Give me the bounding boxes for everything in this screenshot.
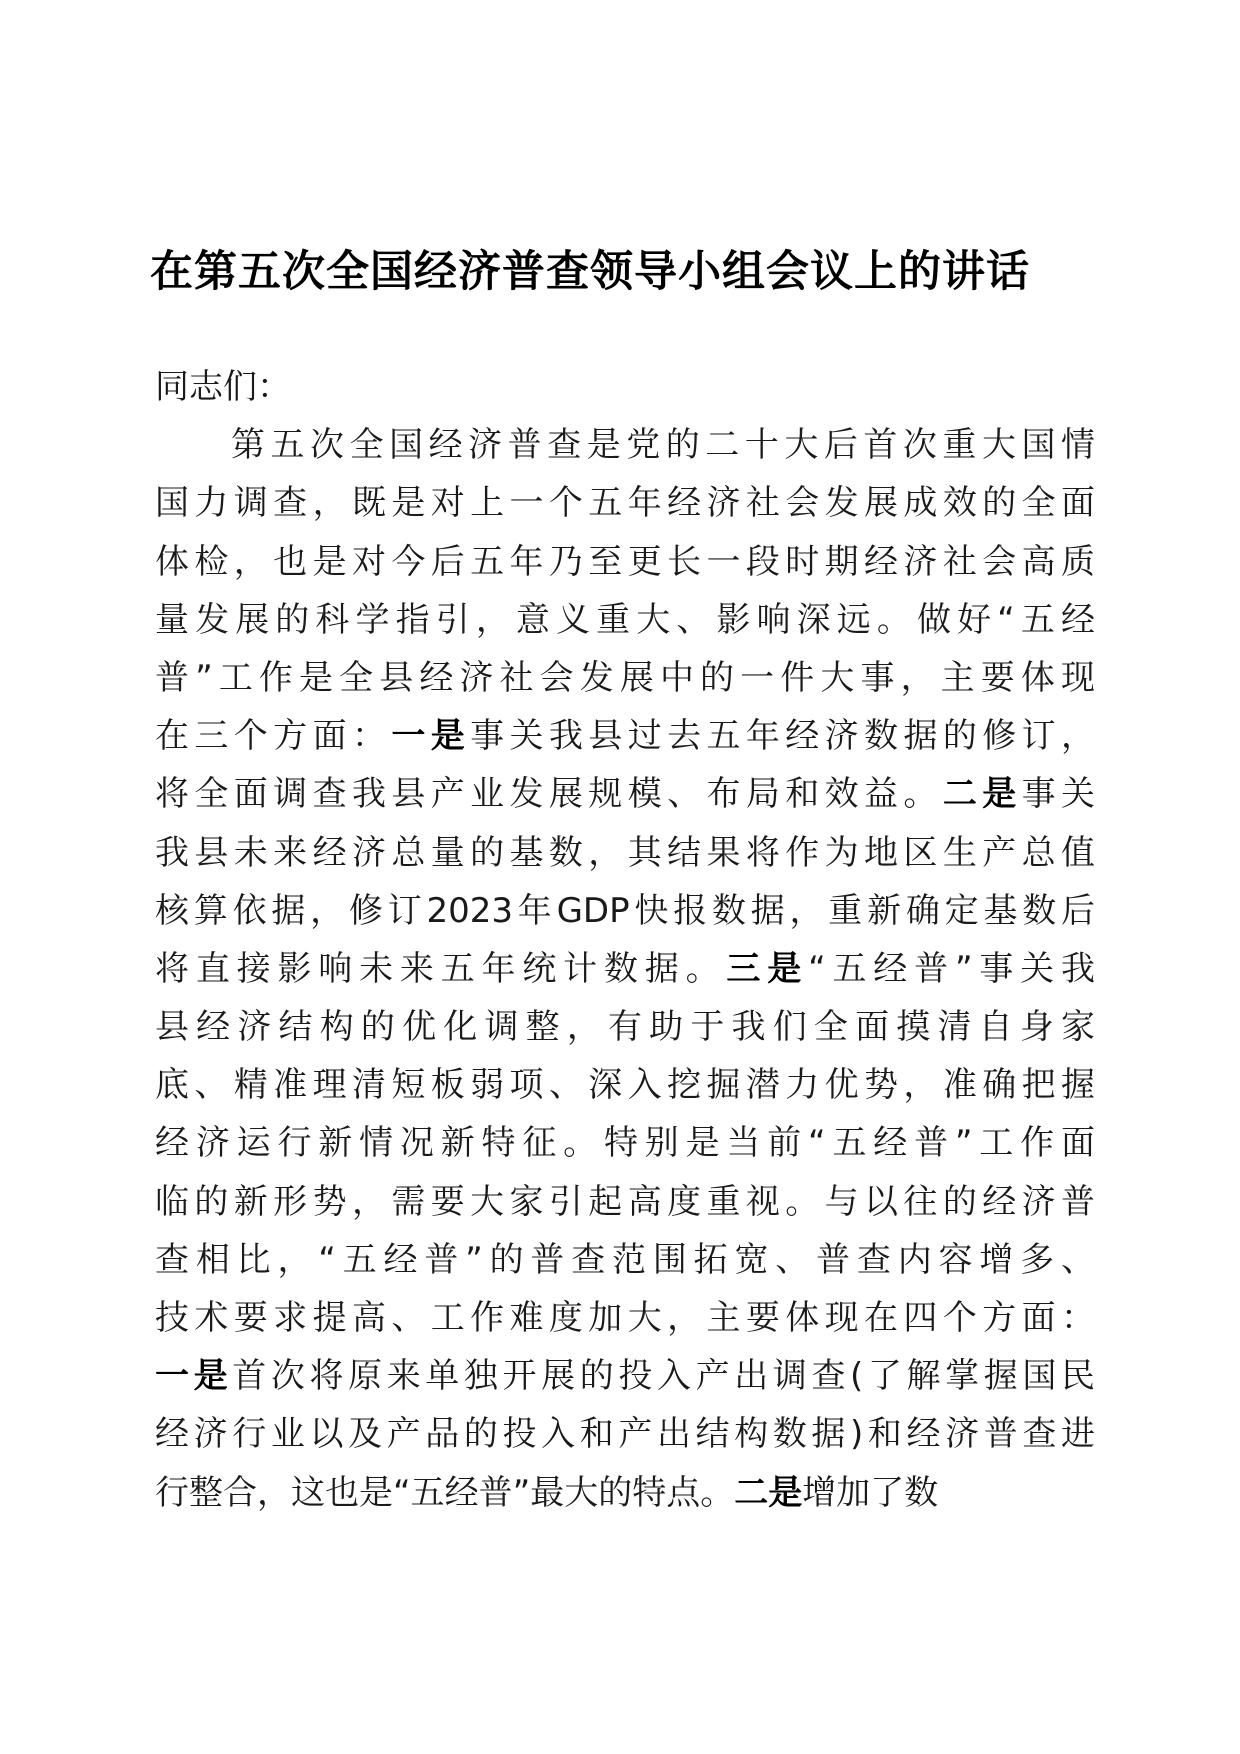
text-line	[155, 474, 1095, 532]
text-line	[155, 1056, 1095, 1114]
line-text: 查相比，“五经普”的普查范围拓宽、普查内容增多、	[155, 1239, 1095, 1280]
document-body	[155, 358, 1095, 1522]
line-text: 将全面调查我县产业发展规模、布局和效益。	[155, 774, 943, 815]
line-text: 第五次全国经济普查是党的二十大后首次重大国情	[231, 425, 1095, 466]
line-text: 核算依据，修订2023年GDP快报数据，重新确定基数后	[155, 890, 1095, 931]
salutation: 同志们：	[155, 367, 291, 407]
text-line	[155, 998, 1095, 1056]
line-text: 普”工作是全县经济社会发展中的一件大事，主要体现	[155, 657, 1095, 698]
text-line	[155, 707, 1095, 765]
line-text: 行整合，这也是“五经普”最大的特点。	[155, 1472, 735, 1513]
text-line	[155, 1231, 1095, 1289]
line-text: 县经济结构的优化调整，有助于我们全面摸清自身家	[155, 1007, 1095, 1048]
line-text: 底、精准理清短板弱项、深入挖掘潜力优势，准确把握	[155, 1065, 1095, 1106]
text-line	[155, 765, 1095, 823]
text-line	[155, 1173, 1095, 1231]
text-line	[155, 649, 1095, 707]
text-line	[155, 940, 1095, 998]
line-text: 技术要求提高、工作难度加大，主要体现在四个方面：	[155, 1298, 1095, 1339]
line-text: 临的新形势，需要大家引起高度重视。与以往的经济普	[155, 1181, 1095, 1222]
text-line	[155, 1464, 1095, 1522]
text-line	[155, 1289, 1095, 1347]
emphasis-text: 一是	[391, 716, 471, 757]
line-text: 事关	[1021, 774, 1096, 815]
text-line	[155, 416, 1095, 474]
emphasis-text: 一是	[155, 1356, 233, 1397]
emphasis-text: 三是	[726, 948, 809, 989]
text-line	[155, 1114, 1095, 1172]
text-line	[155, 533, 1095, 591]
line-text: 将直接影响未来五年统计数据。	[155, 948, 727, 989]
line-text: 事关我县过去五年经济数据的修订，	[470, 716, 1096, 757]
document-title: 在第五次全国经济普查领导小组会议上的讲话	[150, 247, 1030, 297]
line-text: “五经普”事关我	[808, 948, 1096, 989]
text-line	[155, 824, 1095, 882]
line-text: 体检，也是对今后五年乃至更长一段时期经济社会高质	[155, 541, 1095, 582]
line-text: 量发展的科学指引，意义重大、影响深远。做好“五经	[155, 599, 1095, 640]
line-text: 国力调查，既是对上一个五年经济社会发展成效的全面	[155, 483, 1095, 524]
line-text: 在三个方面：	[155, 716, 392, 757]
emphasis-text: 二是	[734, 1472, 803, 1513]
line-text: 经济运行新情况新特征。特别是当前“五经普”工作面	[155, 1123, 1095, 1164]
speech-paragraph	[155, 416, 1095, 1522]
emphasis-text: 二是	[942, 774, 1022, 815]
line-text: 经济行业以及产品的投入和产出结构数据)和经济普查进	[155, 1414, 1095, 1455]
text-line	[155, 882, 1095, 940]
text-line	[155, 1347, 1095, 1405]
text-line	[155, 591, 1095, 649]
line-text: 首次将原来单独开展的投入产出调查(了解掌握国民	[232, 1356, 1096, 1397]
text-line	[155, 1405, 1095, 1463]
line-text: 增加了数	[802, 1472, 939, 1513]
line-text: 我县未来经济总量的基数，其结果将作为地区生产总值	[155, 832, 1095, 873]
